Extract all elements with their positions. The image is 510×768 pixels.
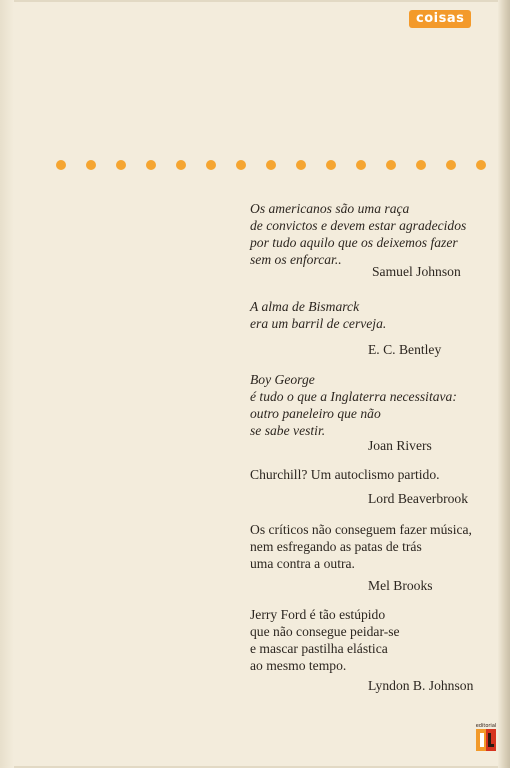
divider-dot	[296, 160, 306, 170]
quote-line: se sabe vestir.	[250, 423, 326, 438]
divider-dot	[476, 160, 486, 170]
divider-dot	[56, 160, 66, 170]
quote-line: Jerry Ford é tão estúpido	[250, 607, 386, 622]
quote-mel-brooks	[250, 521, 500, 572]
divider-dot	[266, 160, 276, 170]
quote-author: Mel Brooks	[368, 578, 433, 593]
quote-author: E. C. Bentley	[368, 342, 442, 357]
quote-samuel-johnson	[250, 200, 500, 268]
quote-line: é tudo o que a Inglaterra necessitava:	[250, 389, 457, 404]
divider-dot	[86, 160, 96, 170]
quote-line: Os críticos não conseguem fazer música,	[250, 522, 472, 537]
quote-author: Lyndon B. Johnson	[368, 678, 474, 693]
divider-dot	[236, 160, 246, 170]
divider-dot	[176, 160, 186, 170]
quote-line: era um barril de cerveja.	[250, 316, 387, 331]
cover-left-edge	[0, 0, 14, 768]
quote-author: Joan Rivers	[368, 438, 432, 453]
quote-line: Churchill? Um autoclismo partido.	[250, 467, 440, 482]
quote-lord-beaverbrook	[250, 466, 500, 483]
quote-line: ao mesmo tempo.	[250, 658, 347, 673]
quote-line: Os americanos são uma raça	[250, 201, 410, 216]
divider-dot	[386, 160, 396, 170]
quote-lyndon-b-johnson	[250, 606, 500, 674]
editorial-logo-icon	[474, 721, 498, 751]
divider-dot	[116, 160, 126, 170]
quote-joan-rivers	[250, 371, 500, 439]
quote-line: e mascar pastilha elástica	[250, 641, 388, 656]
divider-dot	[206, 160, 216, 170]
quote-line: Boy George	[250, 372, 315, 387]
divider-dot	[446, 160, 456, 170]
quote-author: Lord Beaverbrook	[368, 491, 469, 506]
quote-author: Samuel Johnson	[372, 264, 461, 279]
dot-divider	[56, 160, 496, 172]
quote-line: por tudo aquilo que os deixemos fazer	[250, 235, 458, 250]
svg-text:editorial: editorial	[475, 723, 497, 729]
quote-line: sem os enforcar..	[250, 252, 342, 267]
quote-line: que não consegue peidar-se	[250, 624, 400, 639]
quote-line: nem esfregando as patas de trás	[250, 539, 422, 554]
quote-line: uma contra a outra.	[250, 556, 355, 571]
divider-dot	[416, 160, 426, 170]
divider-dot	[326, 160, 336, 170]
quote-line: outro paneleiro que não	[250, 406, 381, 421]
quote-line: A alma de Bismarck	[250, 299, 360, 314]
divider-dot	[146, 160, 156, 170]
quote-ec-bentley	[250, 298, 500, 332]
quote-line: de convictos e devem estar agradecidos	[250, 218, 467, 233]
divider-dot	[356, 160, 366, 170]
series-badge: coisas	[409, 10, 471, 28]
